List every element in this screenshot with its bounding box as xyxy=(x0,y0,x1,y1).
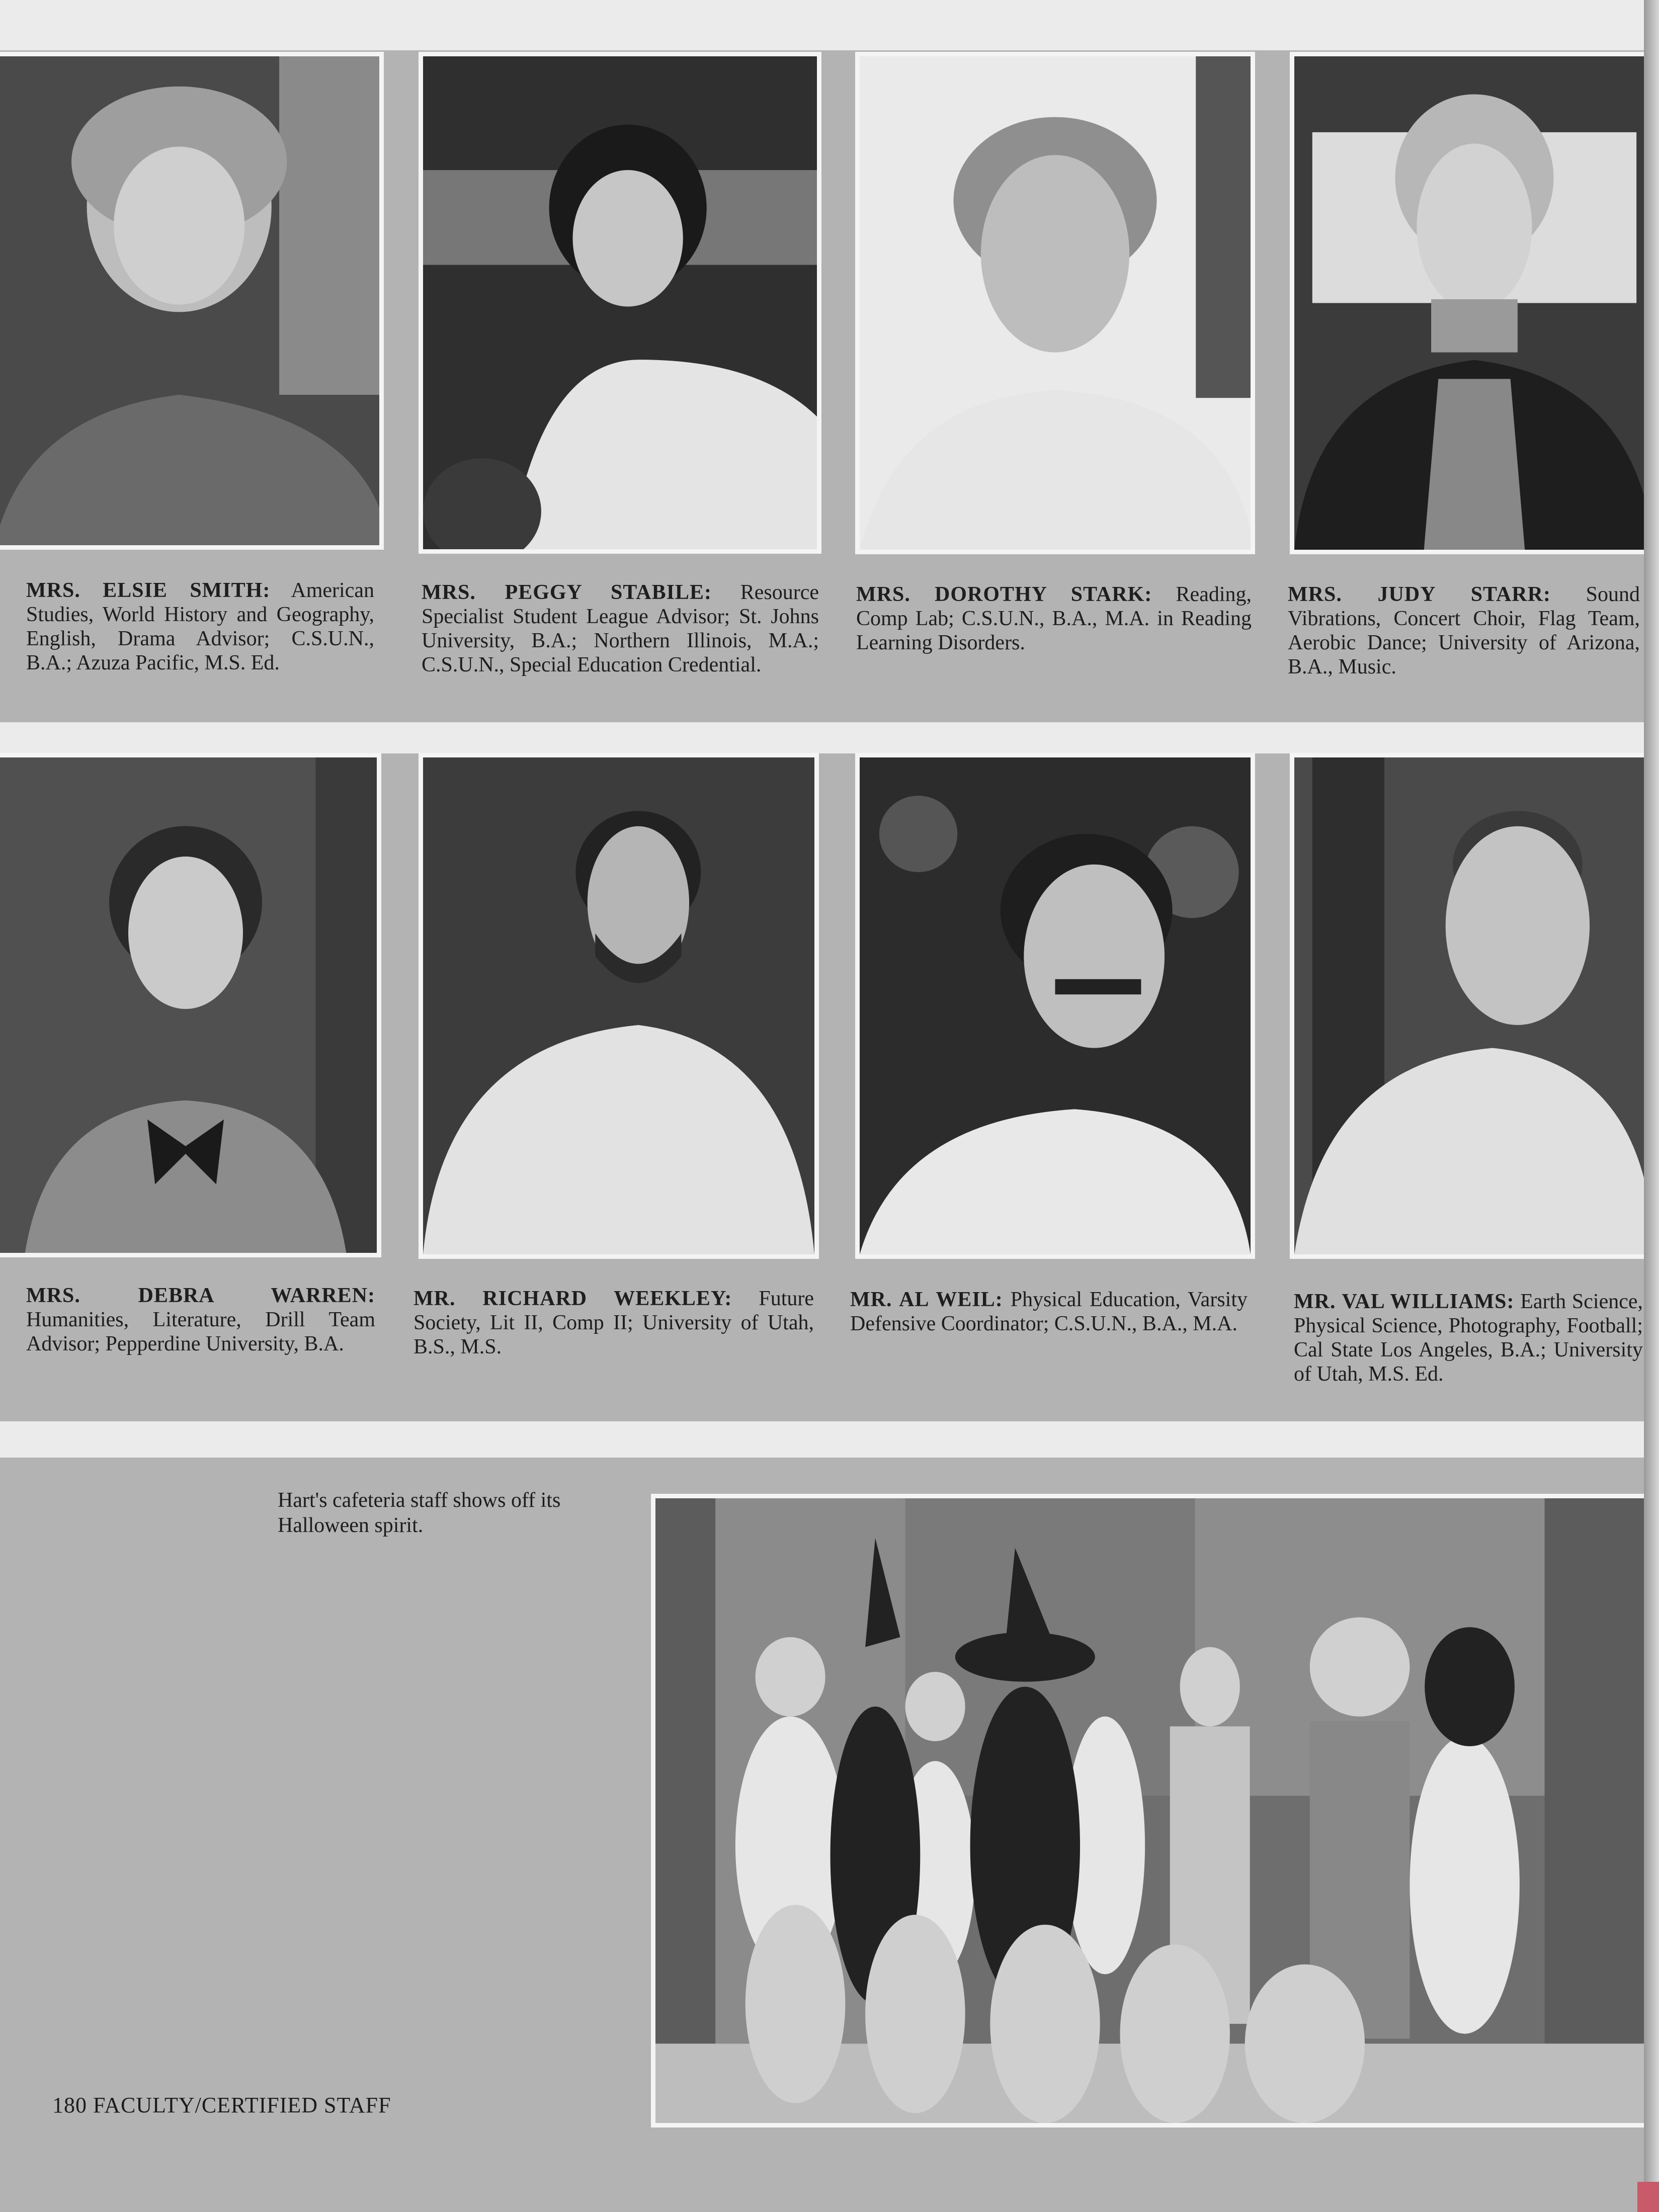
faculty-caption xyxy=(413,1287,814,1359)
page-edge xyxy=(1644,0,1659,2212)
faculty-name: MR. RICHARD WEEKLEY: xyxy=(413,1287,732,1310)
portrait-photo xyxy=(0,753,381,1257)
faculty-details: Humanities, Literature, Drill Team Advisor; Pepperdine University, B.A. xyxy=(26,1308,375,1355)
group-photo xyxy=(651,1494,1659,2128)
faculty-caption xyxy=(856,582,1252,655)
faculty-name: MRS. JUDY STARR: xyxy=(1288,583,1551,606)
faculty-name: MR. VAL WILLIAMS: xyxy=(1294,1290,1515,1313)
faculty-name: MRS. PEGGY STABILE: xyxy=(422,581,712,604)
page-tab xyxy=(1637,2182,1659,2212)
portrait-photo xyxy=(855,52,1255,554)
faculty-caption xyxy=(1294,1290,1643,1386)
faculty-details: Earth Science, Physical Science, Photography, Football; Cal State Los Angeles, B.A.; University of Utah, M.S. Ed. xyxy=(1294,1290,1643,1386)
faculty-caption xyxy=(26,578,374,675)
faculty-caption xyxy=(850,1288,1248,1336)
portrait-photo xyxy=(419,52,821,554)
faculty-name: MRS. DOROTHY STARK: xyxy=(856,583,1152,606)
page-folio: 180 FACULTY/CERTIFIED STAFF xyxy=(52,2093,391,2117)
faculty-name: MRS. DEBRA WARREN: xyxy=(26,1284,375,1307)
portrait-photo xyxy=(855,753,1255,1259)
faculty-details: Physical Education, Varsity Defensive Coordinator; C.S.U.N., B.A., M.A. xyxy=(850,1288,1248,1335)
faculty-name: MR. AL WEIL: xyxy=(850,1288,1003,1311)
divider-band-lower xyxy=(0,1421,1659,1458)
portrait-photo xyxy=(1290,753,1659,1259)
portrait-photo xyxy=(0,52,384,550)
faculty-caption xyxy=(422,580,819,677)
divider-band-top xyxy=(0,0,1659,50)
faculty-details: Sound Vibrations, Concert Choir, Flag Team, Aerobic Dance; University of Arizona, B.A., Music. xyxy=(1288,583,1640,678)
portrait-photo xyxy=(1290,52,1659,554)
faculty-caption xyxy=(26,1284,375,1356)
divider-band-middle xyxy=(0,722,1659,753)
faculty-details: Reading, Comp Lab; C.S.U.N., B.A., M.A. in Reading Learning Disorders. xyxy=(856,583,1252,654)
faculty-caption xyxy=(1288,582,1640,679)
portrait-photo xyxy=(419,753,819,1259)
halloween-caption: Hart's cafeteria staff shows off its Halloween spirit. xyxy=(278,1489,561,1537)
faculty-details: American Studies, World History and Geography, English, Drama Advisor; C.S.U.N., B.A.; Azuza Pacific, M.S. Ed. xyxy=(26,579,374,674)
faculty-details: Resource Specialist Student League Advisor; St. Johns University, B.A.; Northern Illinois, M.A.; C.S.U.N., Special Education Credential. xyxy=(422,581,819,676)
faculty-details: Future Society, Lit II, Comp II; University of Utah, B.S., M.S. xyxy=(413,1287,814,1358)
faculty-name: MRS. ELSIE SMITH: xyxy=(26,579,271,602)
